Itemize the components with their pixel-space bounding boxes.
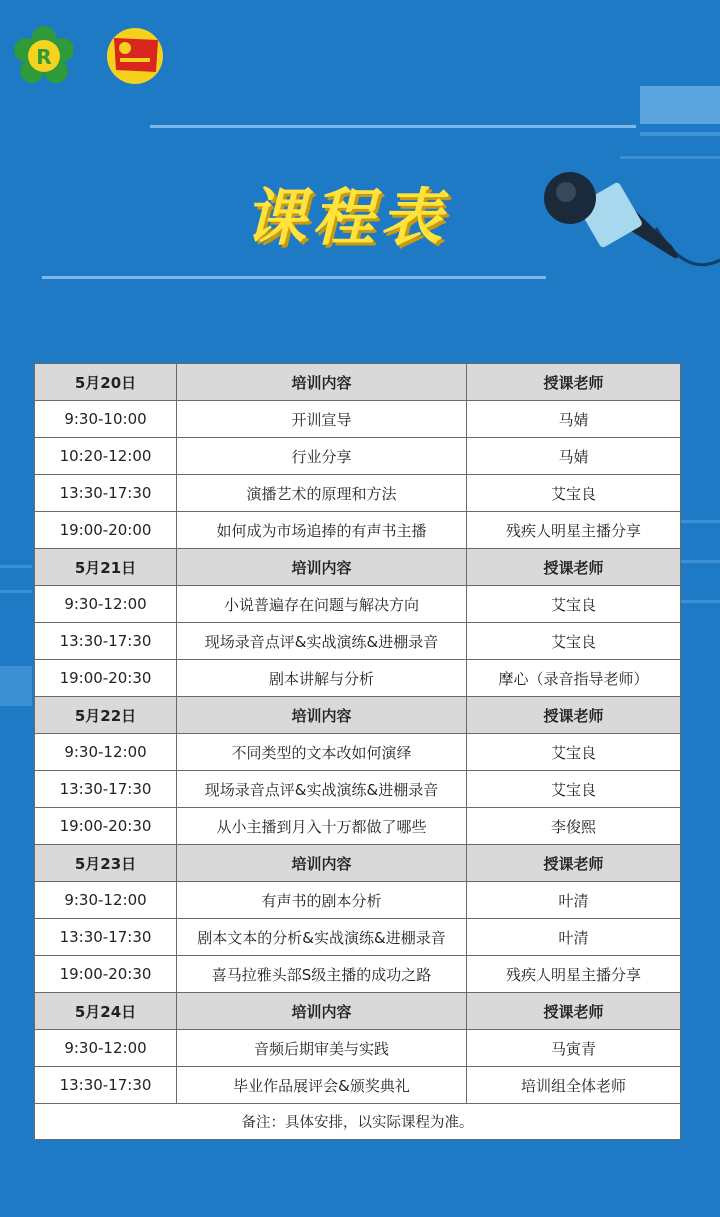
- table-row: [35, 734, 681, 771]
- divider-line: [42, 276, 546, 279]
- time-cell: 9:30-12:00: [35, 734, 177, 771]
- time-cell: 19:00-20:30: [35, 808, 177, 845]
- content-header: 培训内容: [177, 364, 467, 401]
- svg-text:R: R: [36, 45, 52, 69]
- content-cell: 现场录音点评&实战演练&进棚录音: [177, 623, 467, 660]
- decor-stripe: [620, 156, 720, 159]
- table-row: [35, 882, 681, 919]
- teacher-header: 授课老师: [467, 993, 681, 1030]
- teacher-cell: 艾宝良: [467, 586, 681, 623]
- schedule-note: 备注：具体安排，以实际课程为准。: [35, 1104, 681, 1140]
- page-title: 课程表: [244, 181, 449, 254]
- teacher-cell: 叶清: [467, 882, 681, 919]
- time-cell: 13:30-17:30: [35, 475, 177, 512]
- table-row: [35, 771, 681, 808]
- content-header: 培训内容: [177, 845, 467, 882]
- day-date: 5月22日: [35, 697, 177, 734]
- content-cell: 不同类型的文本改如何演绎: [177, 734, 467, 771]
- time-cell: 9:30-12:00: [35, 882, 177, 919]
- content-cell: 演播艺术的原理和方法: [177, 475, 467, 512]
- note-row: [35, 1104, 681, 1140]
- content-cell: 音频后期审美与实践: [177, 1030, 467, 1067]
- decor-stripe: [0, 590, 32, 593]
- content-cell: 喜马拉雅头部S级主播的成功之路: [177, 956, 467, 993]
- table-row: [35, 586, 681, 623]
- day-date: 5月21日: [35, 549, 177, 586]
- table-row: [35, 919, 681, 956]
- decor-stripe: [0, 666, 32, 706]
- teacher-cell: 残疾人明星主播分享: [467, 512, 681, 549]
- teacher-header: 授课老师: [467, 697, 681, 734]
- day-date: 5月23日: [35, 845, 177, 882]
- teacher-cell: 马婧: [467, 438, 681, 475]
- day-header-row: [35, 549, 681, 586]
- day-date: 5月20日: [35, 364, 177, 401]
- decor-stripe: [640, 132, 720, 136]
- decor-stripe: [0, 565, 32, 568]
- time-cell: 9:30-12:00: [35, 1030, 177, 1067]
- table-row: [35, 660, 681, 697]
- table-row: [35, 438, 681, 475]
- teacher-cell: 李俊熙: [467, 808, 681, 845]
- table-row: [35, 475, 681, 512]
- content-header: 培训内容: [177, 549, 467, 586]
- decor-stripe: [640, 86, 720, 124]
- microphone-icon: [536, 168, 720, 276]
- table-row: [35, 1030, 681, 1067]
- table-row: [35, 1067, 681, 1104]
- teacher-header: 授课老师: [467, 364, 681, 401]
- day-header-row: [35, 697, 681, 734]
- teacher-cell: 叶清: [467, 919, 681, 956]
- day-header-row: [35, 993, 681, 1030]
- decor-stripe: [680, 520, 720, 523]
- time-cell: 19:00-20:30: [35, 660, 177, 697]
- teacher-cell: 艾宝良: [467, 734, 681, 771]
- content-cell: 现场录音点评&实战演练&进棚录音: [177, 771, 467, 808]
- teacher-cell: 艾宝良: [467, 475, 681, 512]
- content-cell: 有声书的剧本分析: [177, 882, 467, 919]
- teacher-cell: 马婧: [467, 401, 681, 438]
- teacher-cell: 艾宝良: [467, 623, 681, 660]
- schedule-table: [34, 363, 681, 1140]
- table-row: [35, 808, 681, 845]
- content-cell: 行业分享: [177, 438, 467, 475]
- content-header: 培训内容: [177, 993, 467, 1030]
- table-row: [35, 623, 681, 660]
- time-cell: 13:30-17:30: [35, 1067, 177, 1104]
- teacher-cell: 培训组全体老师: [467, 1067, 681, 1104]
- content-cell: 如何成为市场追捧的有声书主播: [177, 512, 467, 549]
- day-date: 5月24日: [35, 993, 177, 1030]
- teacher-cell: 马寅青: [467, 1030, 681, 1067]
- table-row: [35, 512, 681, 549]
- time-cell: 13:30-17:30: [35, 771, 177, 808]
- content-cell: 剧本讲解与分析: [177, 660, 467, 697]
- decor-stripe: [680, 600, 720, 603]
- time-cell: 19:00-20:30: [35, 956, 177, 993]
- content-header: 培训内容: [177, 697, 467, 734]
- table-row: [35, 956, 681, 993]
- content-cell: 开训宣导: [177, 401, 467, 438]
- time-cell: 13:30-17:30: [35, 623, 177, 660]
- teacher-cell: 摩心（录音指导老师）: [467, 660, 681, 697]
- teacher-cell: 艾宝良: [467, 771, 681, 808]
- federation-logo-icon: [14, 26, 74, 86]
- divider-line: [150, 125, 636, 128]
- content-cell: 从小主播到月入十万都做了哪些: [177, 808, 467, 845]
- day-header-row: [35, 845, 681, 882]
- time-cell: 9:30-12:00: [35, 586, 177, 623]
- teacher-cell: 残疾人明星主播分享: [467, 956, 681, 993]
- teacher-header: 授课老师: [467, 845, 681, 882]
- content-cell: 小说普遍存在问题与解决方向: [177, 586, 467, 623]
- time-cell: 19:00-20:00: [35, 512, 177, 549]
- time-cell: 10:20-12:00: [35, 438, 177, 475]
- content-cell: 毕业作品展评会&颁奖典礼: [177, 1067, 467, 1104]
- day-header-row: [35, 364, 681, 401]
- youth-league-flag-icon: [104, 26, 166, 86]
- time-cell: 13:30-17:30: [35, 919, 177, 956]
- teacher-header: 授课老师: [467, 549, 681, 586]
- content-cell: 剧本文本的分析&实战演练&进棚录音: [177, 919, 467, 956]
- table-row: [35, 401, 681, 438]
- time-cell: 9:30-10:00: [35, 401, 177, 438]
- decor-stripe: [680, 560, 720, 563]
